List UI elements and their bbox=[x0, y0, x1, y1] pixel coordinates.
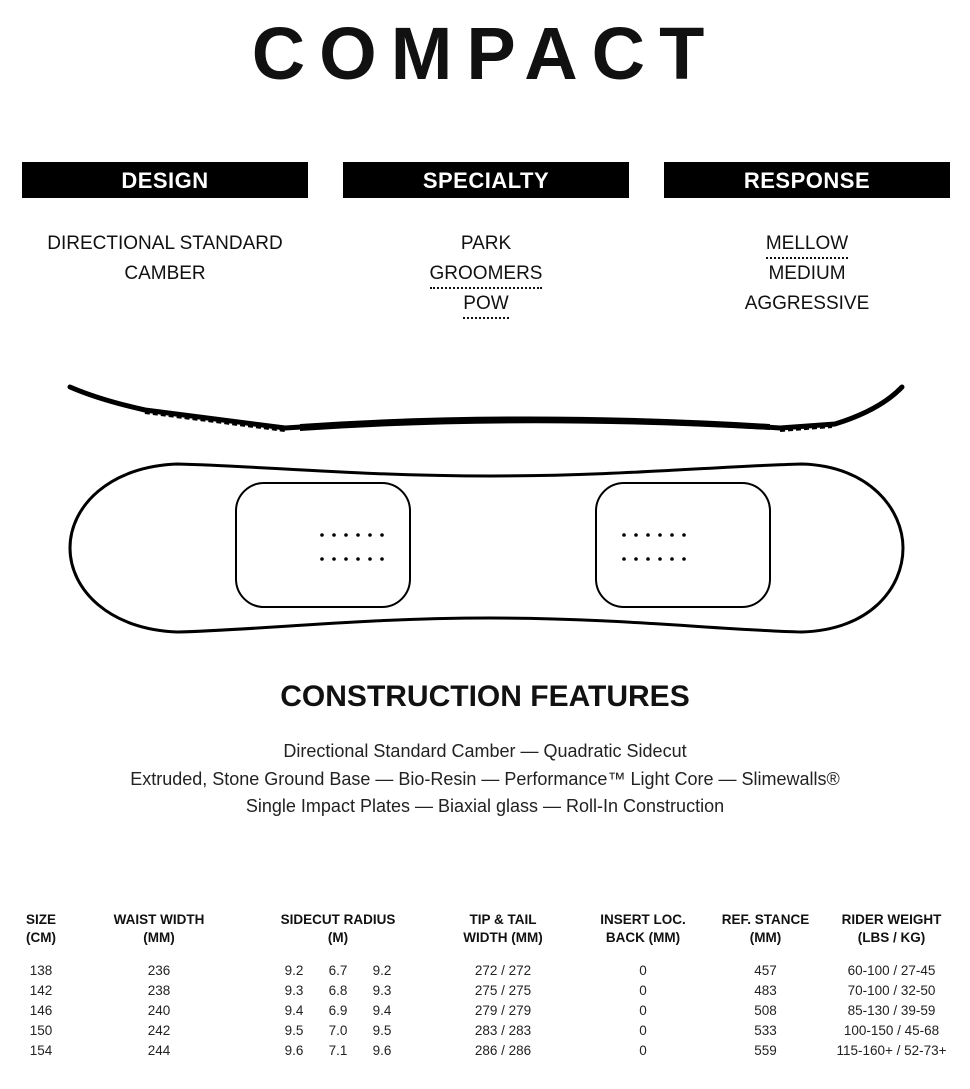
cell-sidecut: 9.2 6.7 9.2 bbox=[284, 963, 392, 978]
cell-waist: 240 bbox=[147, 1003, 171, 1018]
spec-header-row bbox=[12, 911, 960, 961]
cell-weight: 60-100 / 27-45 bbox=[847, 963, 936, 978]
cell-waist: 244 bbox=[147, 1043, 171, 1058]
cell-weight: 70-100 / 32-50 bbox=[847, 983, 936, 998]
table-row bbox=[12, 981, 960, 1001]
cell-size: 154 bbox=[29, 1043, 53, 1058]
construction-line: Extruded, Stone Ground Base — Bio-Resin — Performance™ Light Core — Slimewalls® bbox=[130, 768, 840, 789]
design-header: DESIGN bbox=[22, 162, 308, 198]
cell-insert: 0 bbox=[639, 963, 647, 978]
cell-stance: 559 bbox=[754, 1043, 777, 1058]
cell-stance: 533 bbox=[754, 1023, 777, 1038]
cell-stance: 483 bbox=[754, 983, 777, 998]
header-insert-location: INSERT LOC. BACK (MM) bbox=[600, 912, 686, 945]
spec-table bbox=[12, 911, 960, 1061]
header-sidecut-radius: SIDECUT RADIUS (M) bbox=[280, 912, 396, 945]
camber-profile bbox=[70, 387, 902, 431]
header-tip-tail-width: TIP & TAIL WIDTH (MM) bbox=[463, 912, 543, 945]
design-option: CAMBER bbox=[124, 262, 206, 284]
cell-size: 142 bbox=[29, 983, 53, 998]
construction-line: Single Impact Plates — Biaxial glass — Roll-In Construction bbox=[245, 796, 725, 816]
cell-insert: 0 bbox=[639, 983, 647, 998]
specialty-option-selected: POW bbox=[463, 293, 508, 319]
snowboard-illustration bbox=[0, 370, 970, 640]
binding-plate-left bbox=[236, 483, 410, 607]
response-option: AGGRESSIVE bbox=[744, 292, 870, 314]
cell-insert: 0 bbox=[639, 1003, 647, 1018]
header-waist-width: WAIST WIDTH (MM) bbox=[113, 912, 205, 945]
cell-sidecut: 9.6 7.1 9.6 bbox=[284, 1043, 392, 1058]
table-row bbox=[12, 961, 960, 981]
design-options bbox=[22, 229, 308, 288]
header-size: SIZE (CM) bbox=[25, 912, 56, 945]
header-rider-weight: RIDER WEIGHT (LBS / KG) bbox=[841, 912, 942, 945]
cell-insert: 0 bbox=[639, 1023, 647, 1038]
cell-size: 146 bbox=[29, 1003, 53, 1018]
cell-sidecut: 9.3 6.8 9.3 bbox=[284, 983, 392, 998]
page-title: COMPACT bbox=[251, 12, 719, 95]
specialty-option: PARK bbox=[460, 233, 512, 254]
cell-stance: 457 bbox=[754, 963, 777, 978]
cell-waist: 242 bbox=[147, 1023, 171, 1038]
header-ref-stance: REF. STANCE (MM) bbox=[721, 912, 810, 945]
cell-tiptail: 275 / 275 bbox=[474, 983, 532, 998]
cell-stance: 508 bbox=[754, 1003, 777, 1018]
cell-weight: 85-130 / 39-59 bbox=[847, 1003, 936, 1018]
response-options bbox=[664, 229, 950, 318]
cell-tiptail: 283 / 283 bbox=[474, 1023, 532, 1038]
binding-plate-right bbox=[596, 483, 770, 607]
table-row bbox=[12, 1041, 960, 1061]
table-row bbox=[12, 1001, 960, 1021]
construction-features bbox=[0, 738, 970, 821]
response-option: MEDIUM bbox=[768, 263, 846, 284]
cell-size: 138 bbox=[29, 963, 53, 978]
cell-insert: 0 bbox=[639, 1043, 647, 1058]
construction-title: CONSTRUCTION FEATURES bbox=[280, 680, 690, 713]
cell-sidecut: 9.4 6.9 9.4 bbox=[284, 1003, 392, 1018]
specialty-header: SPECIALTY bbox=[343, 162, 629, 198]
design-option: DIRECTIONAL STANDARD bbox=[47, 233, 283, 254]
construction-line: Directional Standard Camber — Quadratic Sidecut bbox=[283, 741, 687, 761]
specialty-option-selected: GROOMERS bbox=[430, 263, 543, 289]
cell-size: 150 bbox=[29, 1023, 53, 1038]
board-top-view bbox=[70, 464, 903, 632]
cell-waist: 236 bbox=[147, 963, 171, 978]
response-option-selected: MELLOW bbox=[766, 233, 848, 259]
cell-tiptail: 279 / 279 bbox=[474, 1003, 532, 1018]
cell-tiptail: 286 / 286 bbox=[474, 1043, 532, 1058]
cell-waist: 238 bbox=[147, 983, 171, 998]
specialty-options bbox=[343, 229, 629, 319]
cell-weight: 115-160+ / 52-73+ bbox=[836, 1043, 947, 1058]
cell-sidecut: 9.5 7.0 9.5 bbox=[284, 1023, 392, 1038]
response-header: RESPONSE bbox=[664, 162, 950, 198]
table-row bbox=[12, 1021, 960, 1041]
cell-weight: 100-150 / 45-68 bbox=[843, 1023, 940, 1038]
cell-tiptail: 272 / 272 bbox=[474, 963, 532, 978]
